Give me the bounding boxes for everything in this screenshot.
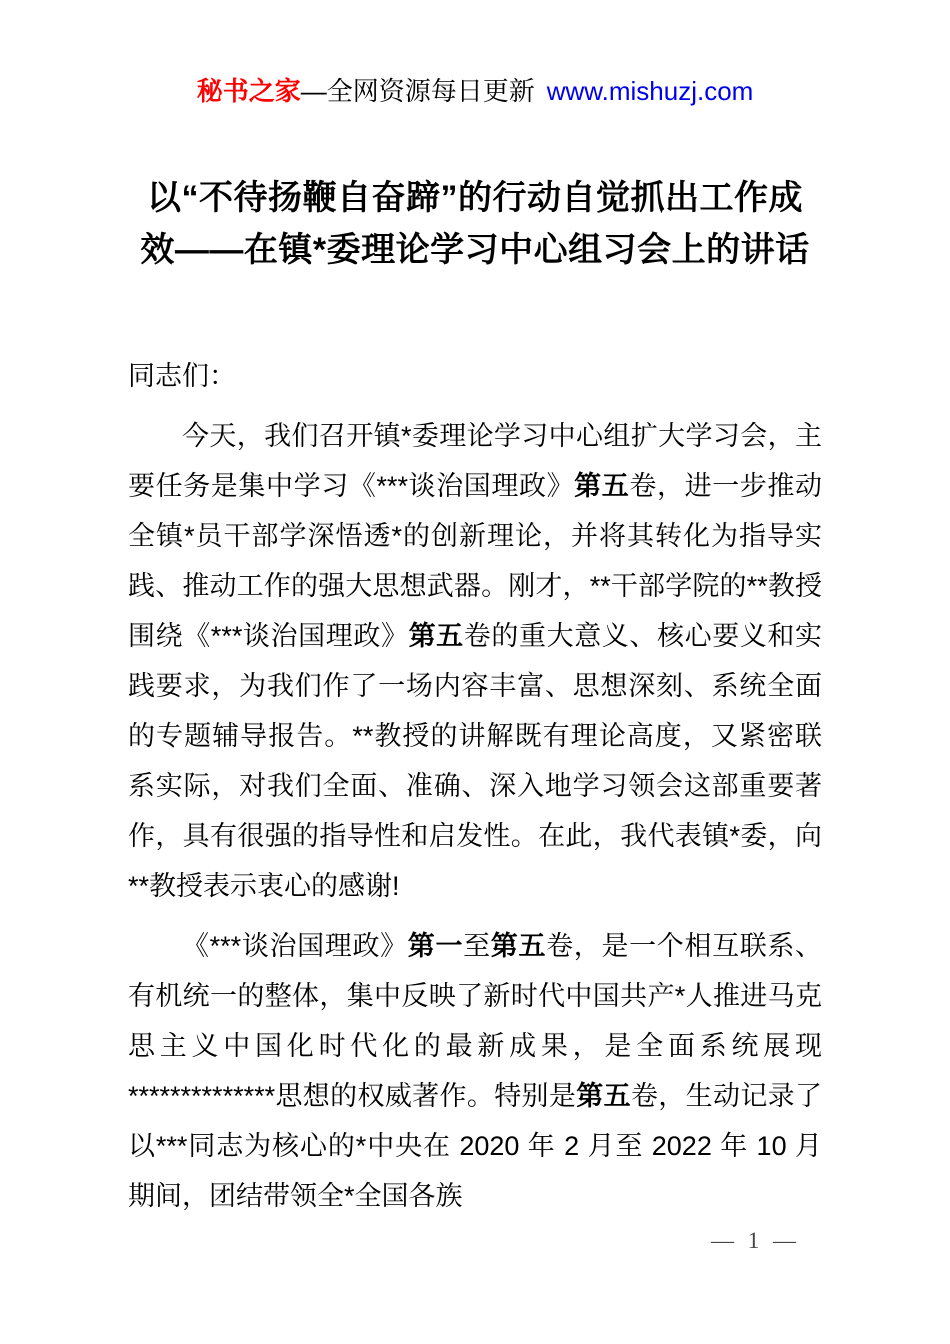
- text-run: 今天，我们召开镇*委理论学习中心组扩大学习会，主要任务是集中学习《***谈治国理政》: [128, 421, 822, 501]
- bold-text-run: 第五: [490, 931, 547, 961]
- text-run: 至: [463, 931, 491, 961]
- bold-text-run: 第五: [574, 471, 630, 501]
- title-line: 以“不待扬鞭自奋蹄”的行动自觉抓出工作成: [147, 179, 803, 217]
- text-run: 卷，进一步推动全镇*员干部学深悟透*的创新理论，并将其转化为指导实践、推动工作的强大思想武器。刚才，**干部学院的**教授围绕《***谈治国理政》: [128, 471, 823, 651]
- text-run: 同志们：: [128, 361, 236, 391]
- document-body: [128, 351, 822, 1221]
- bold-text-run: 第五: [576, 1081, 631, 1111]
- page-footer: [711, 1228, 800, 1254]
- site-tagline: 全网资源每日更新: [326, 76, 535, 106]
- title-line: 效——在镇*委理论学习中心组习会上的讲话: [140, 231, 810, 269]
- site-url-link[interactable]: www.mishuzj.com: [546, 76, 754, 106]
- header-dash: —: [300, 76, 327, 106]
- paragraph: [128, 351, 822, 401]
- text-run: 《***谈治国理政》: [182, 931, 408, 961]
- bold-text-run: 第五: [408, 621, 464, 651]
- paragraph: [128, 921, 822, 1221]
- site-brand: 秘书之家: [196, 76, 301, 106]
- paragraph: [128, 411, 822, 911]
- site-header: [0, 0, 950, 110]
- text-run: 卷，生动记录了以***同志为核心的*中央在 2020 年 2 月至 2022 年 10 月期间，团结带领全*全国各族: [128, 1081, 823, 1211]
- text-run: 卷的重大意义、核心要义和实践要求，为我们作了一场内容丰富、思想深刻、系统全面的专题辅导报告。**教授的讲解既有理论高度，又紧密联系实际，对我们全面、准确、深入地学习领会这部重要著作，具有很强的指导性和启发性。在此，我代表镇*委，向**教授表示衷心的感谢!: [128, 621, 823, 901]
- page-number: — 1 —: [711, 1228, 800, 1253]
- text-run: 卷，是一个相互联系、有机统一的整体，集中反映了新时代中国共产*人推进马克思主义中国化时代化的最新成果，是全面系统展现**************思想的权威著作。特别是: [128, 931, 823, 1111]
- document-title: [120, 172, 830, 276]
- bold-text-run: 第一: [407, 931, 464, 961]
